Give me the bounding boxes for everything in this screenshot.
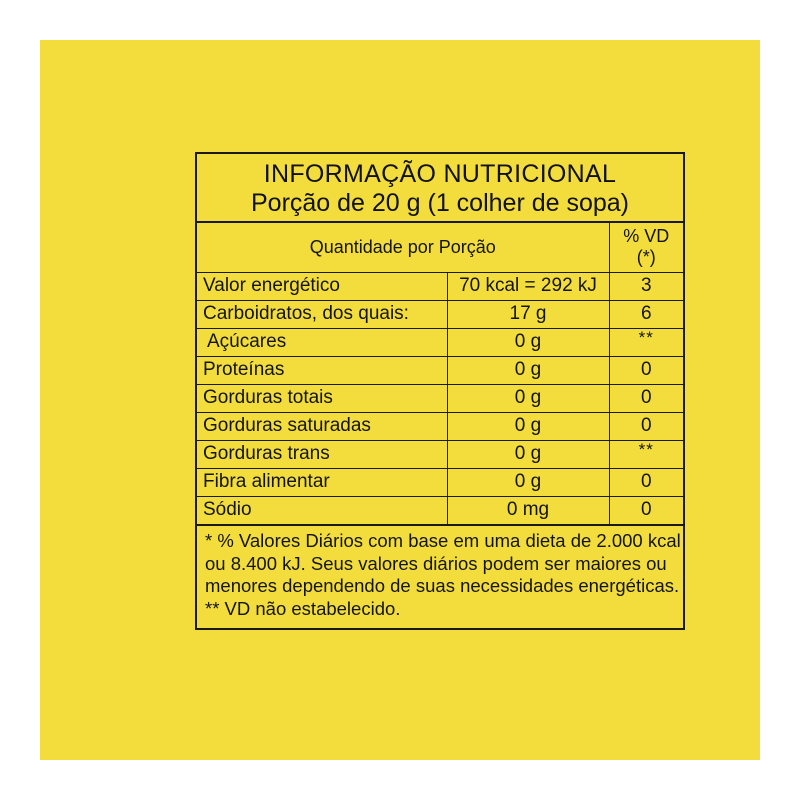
nutrient-vd: 0 — [609, 413, 683, 441]
footnote-line: * % Valores Diários com base em uma dieta de 2.000 kcal — [205, 530, 681, 551]
nutrient-name: Gorduras saturadas — [197, 413, 447, 441]
vd-not-established-marker: ** — [638, 440, 654, 459]
nutrient-name: Sódio — [197, 497, 447, 525]
table-row — [197, 329, 683, 357]
table-row — [197, 469, 683, 497]
nutrient-quantity: 0 g — [447, 469, 609, 497]
table-row — [197, 413, 683, 441]
nutrition-title-block — [197, 154, 683, 223]
column-header-vd: % VD (*) — [609, 223, 683, 273]
table-row — [197, 301, 683, 329]
nutrition-title: INFORMAÇÃO NUTRICIONAL — [263, 160, 617, 188]
vd-not-established-marker: ** — [638, 328, 654, 347]
nutrient-name: Valor energético — [197, 273, 447, 301]
table-header-row — [197, 223, 683, 273]
nutrient-vd — [609, 441, 683, 469]
nutrient-name: Açúcares — [197, 329, 447, 357]
footnote-line: ou 8.400 kJ. Seus valores diários podem ser maiores ou — [205, 552, 667, 574]
nutrient-quantity: 70 kcal = 292 kJ — [447, 273, 609, 301]
nutrient-vd: 0 — [609, 357, 683, 385]
nutrient-quantity: 0 g — [447, 357, 609, 385]
nutrient-vd: 0 — [609, 497, 683, 525]
table-row — [197, 273, 683, 301]
nutrient-rows-table — [197, 223, 683, 524]
nutrition-label — [195, 152, 685, 630]
column-header-quantity: Quantidade por Porção — [197, 223, 609, 273]
nutrient-quantity: 0 g — [447, 441, 609, 469]
nutrient-quantity: 17 g — [447, 301, 609, 329]
product-label-background — [40, 40, 760, 760]
nutrition-facts-table — [195, 152, 685, 630]
nutrient-name: Fibra alimentar — [197, 469, 447, 497]
nutrient-name: Proteínas — [197, 357, 447, 385]
footnote-block — [197, 524, 683, 628]
nutrient-vd — [609, 329, 683, 357]
footnote-line: menores dependendo de suas necessidades energéticas. — [205, 575, 680, 597]
footnote-line: ** VD não estabelecido. — [205, 597, 401, 619]
table-row — [197, 357, 683, 385]
nutrient-vd: 3 — [609, 273, 683, 301]
nutrient-quantity: 0 g — [447, 413, 609, 441]
nutrient-name: Gorduras totais — [197, 385, 447, 413]
nutrient-quantity: 0 mg — [447, 497, 609, 525]
serving-size-text: Porção de 20 g (1 colher de sopa) — [250, 189, 629, 217]
table-row — [197, 385, 683, 413]
nutrient-quantity: 0 g — [447, 329, 609, 357]
nutrient-name: Carboidratos, dos quais: — [197, 301, 447, 329]
nutrient-name: Gorduras trans — [197, 441, 447, 469]
table-row — [197, 497, 683, 525]
nutrient-vd: 0 — [609, 469, 683, 497]
nutrient-quantity: 0 g — [447, 385, 609, 413]
nutrient-vd: 6 — [609, 301, 683, 329]
table-row — [197, 441, 683, 469]
nutrient-vd: 0 — [609, 385, 683, 413]
